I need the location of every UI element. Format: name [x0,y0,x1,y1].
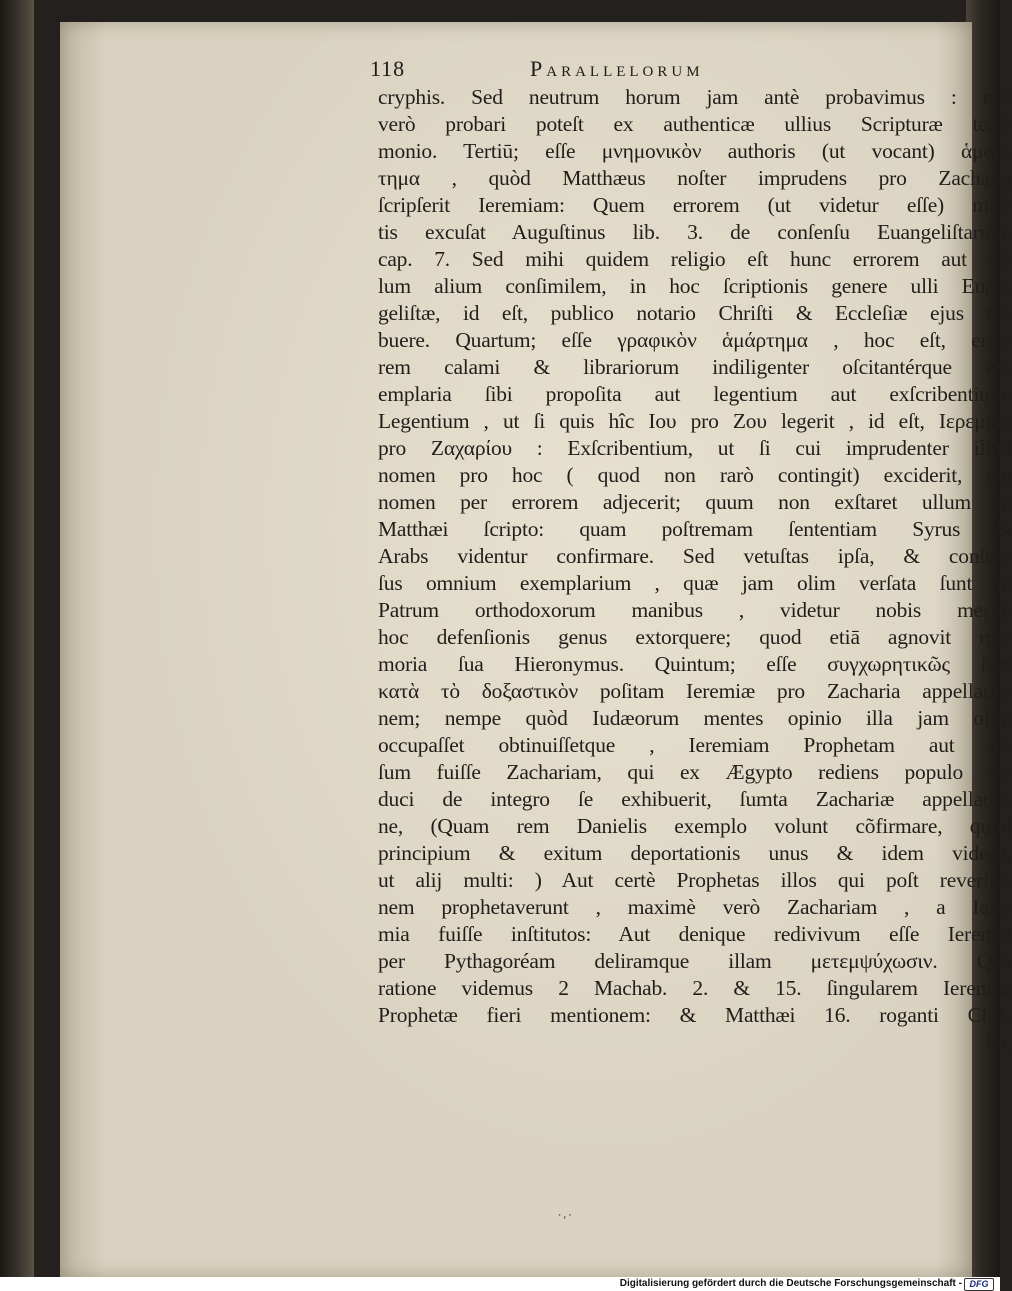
scan-edge-left [0,0,34,1277]
text-line: hoc defenſionis genus extorquere; quod etiā agnovit me- [378,625,1012,649]
text-line: nem; nempe quòd Iudæorum mentes opinio illa jam olim [378,706,1012,730]
text-line: ratione videmus 2 Machab. 2. & 15. ſingularem Ieremiæ [378,976,1012,1000]
text-line: Patrum orthodoxorum manibus , videtur nobis meritò [378,598,1012,622]
text-line: Prophetæ fieri mentionem: & Matthæi 16. roganti Chri- [378,1003,1012,1027]
text-line: verò probari poteſt ex authenticæ ullius Scripturæ teſti- [378,112,1012,136]
book-page [60,22,1012,1277]
body-text [378,84,1012,1134]
text-line: cap. 7. Sed mihi quidem religio eſt hunc errorem aut ul- [378,247,1012,271]
dfg-logo: DFG [964,1278,994,1291]
text-line: ſum fuiſſe Zachariam, qui ex Ægypto rediens populo re- [378,760,1012,784]
text-line: nem prophetaverunt , maximè verò Zachariam , a Iere- [378,895,1012,919]
text-line: Arabs videntur confirmare. Sed vetuſtas ipſa, & conſen- [378,544,1012,568]
running-title: Parallelorum [530,56,704,81]
text-line: Legentium , ut ſi quis hîc Ιου pro Ζου legerit , id eſt, Ιερεμίου [378,409,1012,433]
catchword: ſto, [984,1030,1012,1054]
text-line: occupaſſet obtinuiſſetque , Ieremiam Prophetam aut ip- [378,733,1012,757]
text-line: rem calami & librariorum indiligenter oſcitantérque ex- [378,355,1012,379]
text-line: geliſtæ, id eſt, publico notario Chriſti & Eccleſiæ ejus tri- [378,301,1012,325]
text-line: τημα , quòd Matthæus noſter imprudens pro Zacharia [378,166,1012,190]
text-line: moria ſua Hieronymus. Quintum; eſſe συγχωρητικῶς ſive [378,652,1012,676]
text-line: nomen pro hoc ( quod non rarò contingit) exciderit, aut [378,463,1012,487]
text-line: ne, (Quam rem Danielis exemplo volunt cõfirmare, quòd [378,814,1012,838]
text-line: Matthæi ſcripto: quam poſtremam ſententiam Syrus & [378,517,1012,541]
text-line: tis excuſat Auguſtinus lib. 3. de conſenſu Euangeliſtarum, [378,220,1012,244]
digitization-footer [0,1277,1000,1291]
text-line: duci de integro ſe exhibuerit, ſumta Zachariæ appellatio- [378,787,1012,811]
text-line: mia fuiſſe inſtitutos: Aut denique redivivum eſſe Ieremiā [378,922,1012,946]
text-line: pro Ζαχαρίου : Exſcribentium, ut ſi cui imprudenter illud [378,436,1012,460]
text-line: ut alij multi: ) Aut certè Prophetas illos qui poſt reverſio- [378,868,1012,892]
text-line: κατὰ τὸ δοξαστικὸν poſitam Ieremiæ pro Zacharia appellatio- [378,679,1012,703]
page-number: 118 [370,56,406,81]
text-line: per Pythagoréam deliramque illam μετεμψύχωσιν. Qua [378,949,1012,973]
page-header [370,56,840,86]
text-line: ſcripſerit Ieremiam: Quem errorem (ut videtur eſſe) mul- [378,193,1012,217]
text-line: buere. Quartum; eſſe γραφικὸν ἁμάρτημα , hoc eſt, erro- [378,328,1012,352]
text-line: emplaria ſibi propoſita aut legentium aut exſcribentium: [378,382,1012,406]
text-line: cryphis. Sed neutrum horum jam antè probavimus : nec [378,85,1012,109]
text-line: nomen per errorem adjecerit; quum non exſtaret ullum in [378,490,1012,514]
text-line: monio. Tertiū; eſſe μνημονικὸν authoris (ut vocant) ἁμάρ- [378,139,1012,163]
digitization-credit: Digitalisierung gefördert durch die Deutsche Forschungsgemeinschaft - [619,1278,962,1289]
ink-mark: ⸱⸴⸱ [558,1208,574,1222]
text-line: ſus omnium exemplarium , quæ jam olim verſata ſunt in [378,571,1012,595]
text-line: lum alium conſimilem, in hoc ſcriptionis genere ulli Euan- [378,274,1012,298]
text-line: principium & exitum deportationis unus & idem viderit, [378,841,1012,865]
